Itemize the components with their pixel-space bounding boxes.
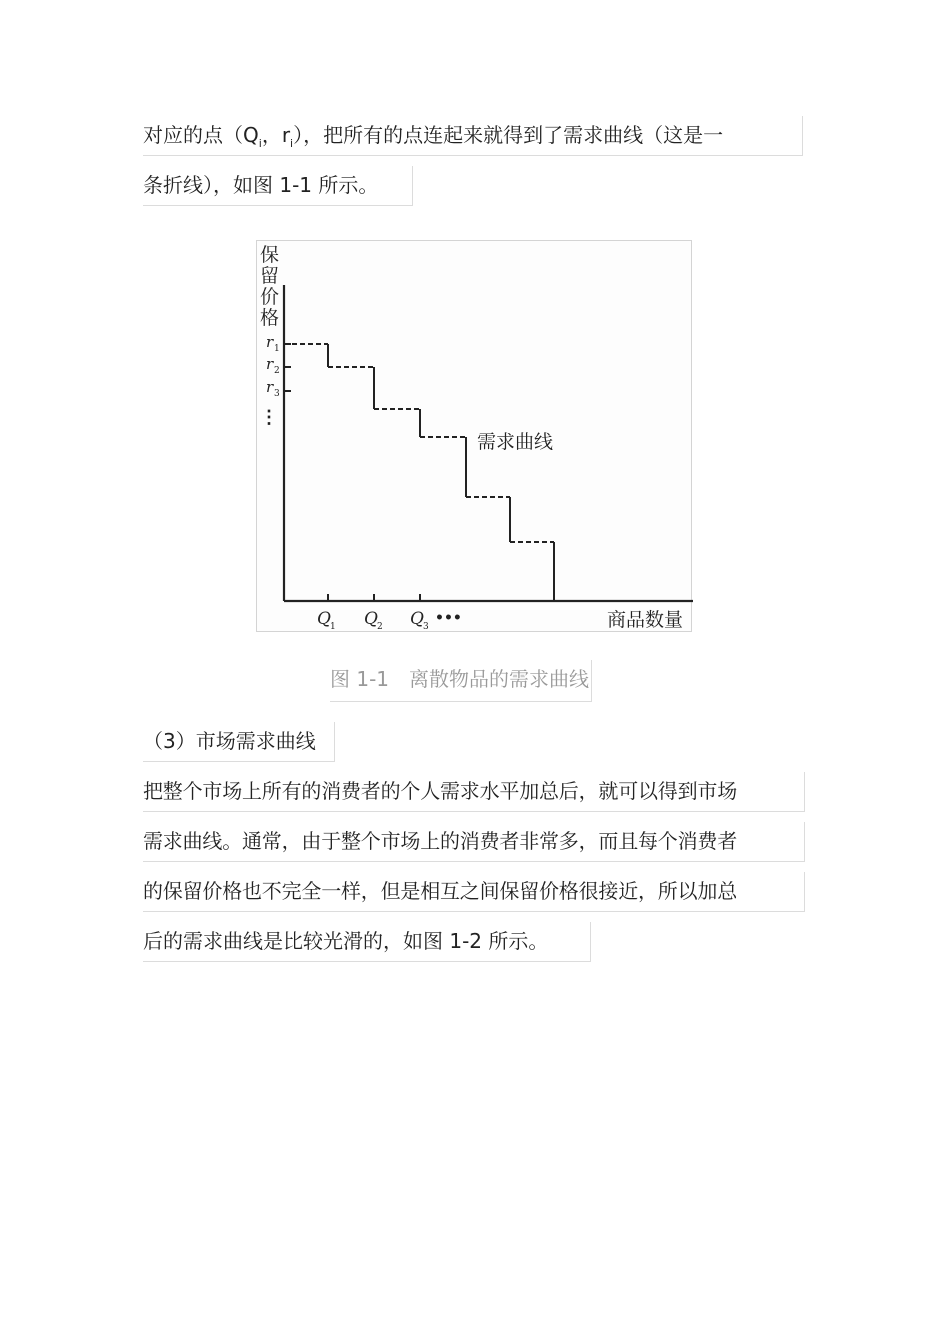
y-tick-sub-r3: 3 — [274, 389, 280, 399]
p1-prefix: 对应的点（ — [143, 123, 243, 147]
y-axis-label-char-2: 留 — [260, 265, 280, 287]
r-symbol: r — [281, 123, 291, 147]
y-axis-label-char-3: 价 — [260, 286, 280, 308]
figure-caption: 图 1-1 离散物品的需求曲线 — [330, 660, 592, 702]
x-ellipsis: ••• — [435, 610, 462, 626]
paragraph-1-line-2: 条折线），如图 1-1 所示。 — [143, 166, 413, 206]
y-tick-sub-r1: 1 — [274, 344, 280, 354]
demand-step-chart — [257, 241, 693, 633]
y-tick-sub-r2: 2 — [274, 366, 280, 376]
x-tick-label-q1: Q — [317, 609, 331, 629]
section-heading: （3）市场需求曲线 — [143, 722, 335, 762]
y-tick-label-r2: r — [266, 355, 274, 373]
demand-curve-steps — [284, 344, 554, 601]
y-axis-label-char-1: 保 — [260, 244, 280, 266]
y-axis-label-char-4: 格 — [260, 307, 280, 329]
q-symbol: Q — [243, 123, 259, 147]
p1-suffix: ），把所有的点连起来就得到了需求曲线（这是一 — [293, 123, 724, 147]
x-axis-label: 商品数量 — [607, 609, 684, 631]
paragraph-2-line-2: 需求曲线。通常，由于整个市场上的消费者非常多，而且每个消费者 — [143, 822, 805, 862]
curve-label: 需求曲线 — [477, 431, 554, 453]
figure-discrete-demand-curve — [256, 240, 692, 632]
x-tick-sub-q3: 3 — [423, 622, 429, 632]
x-tick-sub-q2: 2 — [377, 622, 383, 632]
r-subscript: i — [290, 137, 294, 150]
x-tick-label-q3: Q — [410, 609, 424, 629]
paragraph-1-line-1 — [143, 116, 803, 156]
paragraph-2-line-4: 后的需求曲线是比较光滑的，如图 1-2 所示。 — [143, 922, 591, 962]
y-tick-label-r1: r — [266, 333, 274, 351]
paragraph-2-line-1: 把整个市场上所有的消费者的个人需求水平加总后，就可以得到市场 — [143, 772, 805, 812]
x-tick-label-q2: Q — [364, 609, 378, 629]
x-tick-sub-q1: 1 — [330, 622, 336, 632]
paragraph-2-line-3: 的保留价格也不完全一样，但是相互之间保留价格很接近，所以加总 — [143, 872, 805, 912]
p1-sep: ， — [261, 123, 282, 147]
q-subscript: i — [258, 137, 262, 150]
y-tick-label-r3: r — [266, 378, 274, 396]
y-ellipsis: ⋮ — [260, 407, 278, 428]
